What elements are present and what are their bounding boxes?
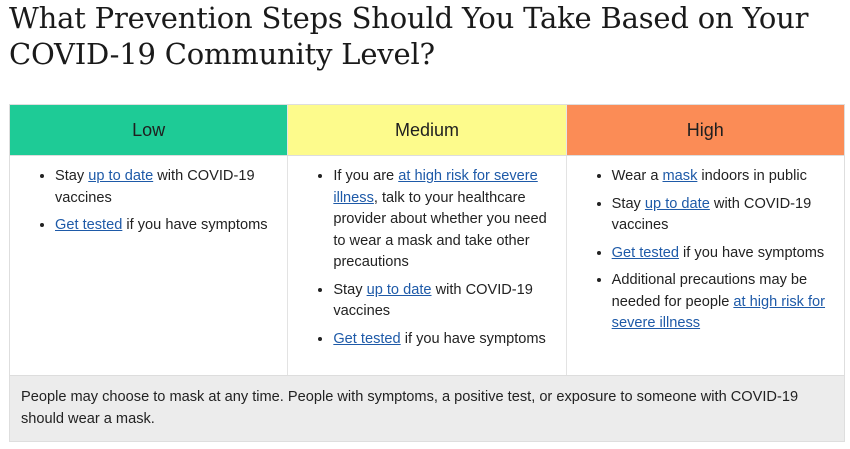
- list-item: • Wear a mask indoors in public: [612, 166, 834, 188]
- list-item: • Stay up to date with COVID-19 vaccines: [55, 166, 277, 209]
- page-title: What Prevention Steps Should You Take Based on Your COVID-19 Community Level?: [9, 1, 809, 71]
- list-item: • Additional precautions may be needed for people at high risk for severe illness: [612, 270, 834, 335]
- low-steps-list: [30, 166, 277, 237]
- level-header-high: High: [567, 105, 844, 155]
- footer-note: People may choose to mask at any time. People with symptoms, a positive test, or exposure to someone with COVID-19 should wear a mask.: [10, 375, 844, 441]
- up-to-date-link[interactable]: up to date: [366, 281, 432, 298]
- level-column-low: [10, 156, 288, 375]
- community-level-table: [9, 104, 845, 442]
- level-header-medium: Medium: [288, 105, 566, 155]
- up-to-date-link[interactable]: up to date: [644, 195, 710, 212]
- mask-link[interactable]: mask: [662, 168, 698, 184]
- level-body-row: [10, 155, 844, 375]
- high-steps-list: [587, 166, 834, 335]
- get-tested-link[interactable]: Get tested: [333, 330, 401, 347]
- up-to-date-link[interactable]: up to date: [88, 168, 154, 184]
- medium-steps-list: [308, 166, 555, 350]
- list-item: • Stay up to date with COVID-19 vaccines: [333, 280, 555, 323]
- list-item: • Stay up to date with COVID-19 vaccines: [612, 194, 834, 237]
- list-item: • If you are at high risk for severe illness, talk to your healthcare provider about whether you need to wear a mask and take other precautions: [333, 166, 555, 274]
- level-column-medium: [288, 156, 566, 375]
- high-risk-link[interactable]: at high risk for severe illness: [611, 293, 826, 331]
- level-header-row: [10, 105, 844, 155]
- get-tested-link[interactable]: Get tested: [611, 244, 679, 261]
- level-header-low: Low: [10, 105, 288, 155]
- list-item: • Get tested if you have symptoms: [333, 329, 555, 351]
- high-risk-link[interactable]: at high risk for severe illness: [333, 168, 538, 206]
- get-tested-link[interactable]: Get tested: [55, 217, 123, 233]
- list-item: • Get tested if you have symptoms: [55, 215, 277, 237]
- level-column-high: [567, 156, 844, 375]
- list-item: • Get tested if you have symptoms: [612, 243, 834, 265]
